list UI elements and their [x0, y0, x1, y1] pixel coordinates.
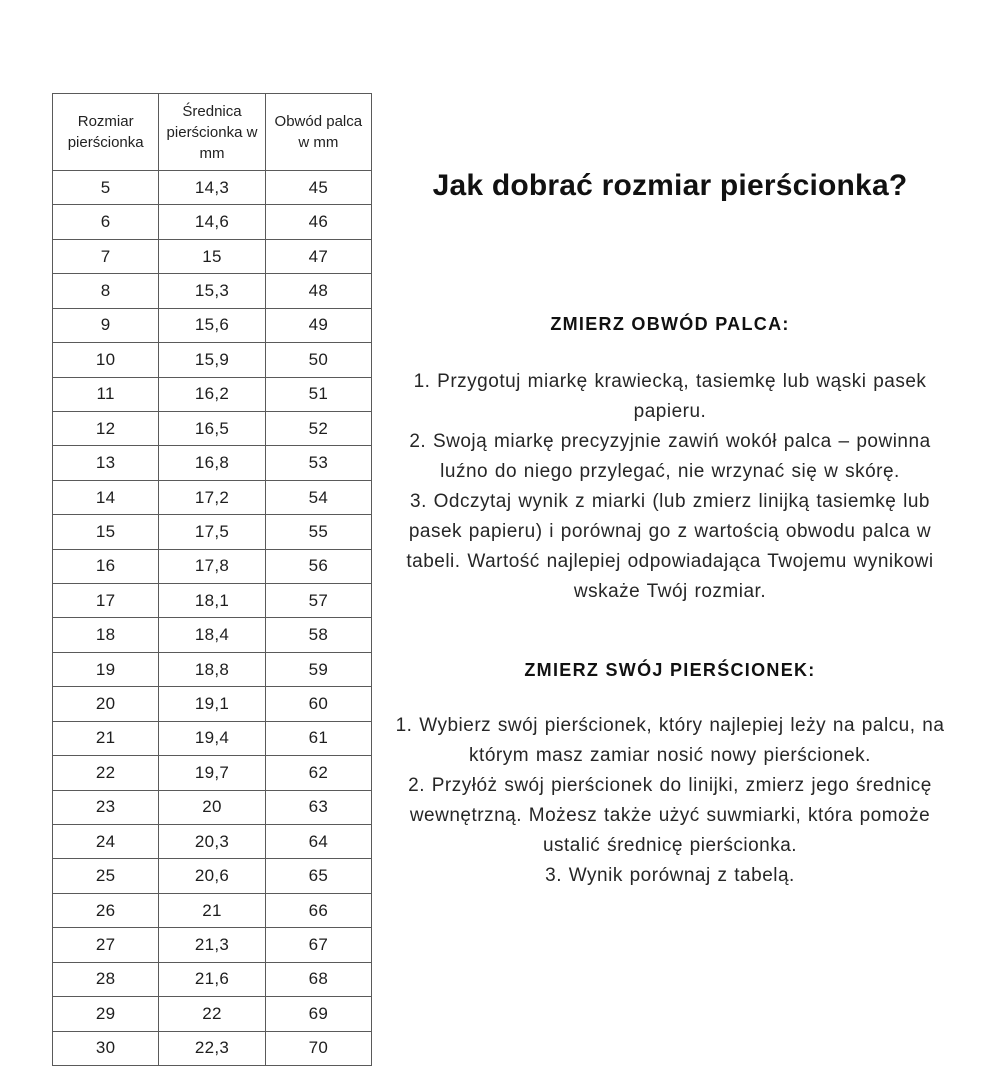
- table-cell: 18,1: [159, 584, 265, 618]
- table-cell: 53: [265, 446, 371, 480]
- table-cell: 57: [265, 584, 371, 618]
- table-cell: 27: [53, 928, 159, 962]
- table-cell: 21,3: [159, 928, 265, 962]
- table-row: [53, 997, 372, 1031]
- table-cell: 18,8: [159, 652, 265, 686]
- table-cell: 60: [265, 687, 371, 721]
- table-cell: 49: [265, 308, 371, 342]
- table-row: [53, 721, 372, 755]
- table-cell: 14,6: [159, 205, 265, 239]
- table-cell: 9: [53, 308, 159, 342]
- table-cell: 13: [53, 446, 159, 480]
- table-row: [53, 205, 372, 239]
- table-cell: 15,9: [159, 343, 265, 377]
- table-cell: 63: [265, 790, 371, 824]
- table-cell: 46: [265, 205, 371, 239]
- table-cell: 16,8: [159, 446, 265, 480]
- table-cell: 47: [265, 239, 371, 273]
- header-row: [53, 94, 372, 171]
- table-cell: 18: [53, 618, 159, 652]
- table-row: [53, 515, 372, 549]
- table-cell: 15,6: [159, 308, 265, 342]
- table-cell: 12: [53, 411, 159, 445]
- table-row: [53, 790, 372, 824]
- section-measure-ring: [388, 659, 952, 891]
- table-row: [53, 893, 372, 927]
- table-cell: 20,3: [159, 825, 265, 859]
- table-cell: 17,8: [159, 549, 265, 583]
- table-cell: 20,6: [159, 859, 265, 893]
- table-cell: 66: [265, 893, 371, 927]
- table-cell: 24: [53, 825, 159, 859]
- table-cell: 67: [265, 928, 371, 962]
- table-cell: 68: [265, 962, 371, 996]
- ring-size-table: [52, 93, 372, 1066]
- instruction-item: 3. Wynik porównaj z tabelą.: [545, 865, 795, 886]
- section-measure-finger: [388, 313, 952, 607]
- table-cell: 14: [53, 480, 159, 514]
- table-cell: 17: [53, 584, 159, 618]
- page-title: Jak dobrać rozmiar pierścionka?: [432, 169, 908, 202]
- size-table-body: [53, 171, 372, 1066]
- instruction-item: 1. Przygotuj miarkę krawiecką, tasiemkę lub wąski pasek papieru.: [413, 371, 927, 422]
- table-cell: 22: [53, 756, 159, 790]
- table-cell: 51: [265, 377, 371, 411]
- column-header-ring-diameter: Średnica pierścionka w mm: [159, 94, 265, 171]
- table-row: [53, 549, 372, 583]
- table-row: [53, 756, 372, 790]
- table-cell: 64: [265, 825, 371, 859]
- table-cell: 8: [53, 274, 159, 308]
- table-row: [53, 652, 372, 686]
- table-row: [53, 343, 372, 377]
- table-cell: 70: [265, 1031, 371, 1065]
- table-cell: 26: [53, 893, 159, 927]
- table-row: [53, 618, 372, 652]
- table-cell: 30: [53, 1031, 159, 1065]
- table-cell: 21: [53, 721, 159, 755]
- instruction-item: 2. Przyłóż swój pierścionek do linijki, zmierz jego średnicę wewnętrzną. Możesz także użyć suwmiarki, która pomoże ustalić średnicę pierścionka.: [408, 775, 932, 856]
- table-row: [53, 825, 372, 859]
- table-cell: 56: [265, 549, 371, 583]
- table-cell: 19,1: [159, 687, 265, 721]
- section-heading-measure-finger: ZMIERZ OBWÓD PALCA:: [550, 314, 790, 334]
- table-row: [53, 411, 372, 445]
- instruction-item: 3. Odczytaj wynik z miarki (lub zmierz linijką tasiemkę lub pasek papieru) i porównaj go z wartością obwodu palca w tabeli. Wartość najlepiej odpowiadająca Twojemu wynikowi wskaże Twój rozmiar.: [406, 491, 934, 602]
- table-cell: 29: [53, 997, 159, 1031]
- table-cell: 19,4: [159, 721, 265, 755]
- table-cell: 48: [265, 274, 371, 308]
- table-row: [53, 687, 372, 721]
- table-row: [53, 584, 372, 618]
- table-cell: 15,3: [159, 274, 265, 308]
- section-heading-measure-ring: ZMIERZ SWÓJ PIERŚCIONEK:: [524, 660, 816, 680]
- table-row: [53, 171, 372, 205]
- table-cell: 5: [53, 171, 159, 205]
- column-header-finger-circumference: Obwód palca w mm: [265, 94, 371, 171]
- table-cell: 50: [265, 343, 371, 377]
- table-row: [53, 308, 372, 342]
- table-cell: 19: [53, 652, 159, 686]
- table-cell: 45: [265, 171, 371, 205]
- table-row: [53, 480, 372, 514]
- table-cell: 6: [53, 205, 159, 239]
- instruction-item: 2. Swoją miarkę precyzyjnie zawiń wokół palca – powinna luźno do niego przylegać, nie wrzynać się w skórę.: [409, 431, 931, 482]
- table-row: [53, 239, 372, 273]
- table-cell: 11: [53, 377, 159, 411]
- table-cell: 15: [53, 515, 159, 549]
- table-cell: 59: [265, 652, 371, 686]
- table-cell: 20: [53, 687, 159, 721]
- table-cell: 15: [159, 239, 265, 273]
- size-table-header: [53, 94, 372, 171]
- table-row: [53, 274, 372, 308]
- table-cell: 16,5: [159, 411, 265, 445]
- table-cell: 16,2: [159, 377, 265, 411]
- instructions-measure-finger: [388, 367, 952, 607]
- table-cell: 28: [53, 962, 159, 996]
- table-cell: 19,7: [159, 756, 265, 790]
- table-cell: 22: [159, 997, 265, 1031]
- table-row: [53, 928, 372, 962]
- table-row: [53, 859, 372, 893]
- table-cell: 55: [265, 515, 371, 549]
- table-cell: 69: [265, 997, 371, 1031]
- table-cell: 21,6: [159, 962, 265, 996]
- table-cell: 21: [159, 893, 265, 927]
- table-cell: 10: [53, 343, 159, 377]
- table-row: [53, 1031, 372, 1065]
- table-cell: 62: [265, 756, 371, 790]
- table-row: [53, 377, 372, 411]
- table-cell: 58: [265, 618, 371, 652]
- table-cell: 18,4: [159, 618, 265, 652]
- table-cell: 16: [53, 549, 159, 583]
- table-cell: 20: [159, 790, 265, 824]
- table-row: [53, 446, 372, 480]
- column-header-ring-size: Rozmiar pierścionka: [53, 94, 159, 171]
- table-cell: 17,2: [159, 480, 265, 514]
- table-cell: 52: [265, 411, 371, 445]
- table-cell: 22,3: [159, 1031, 265, 1065]
- table-cell: 61: [265, 721, 371, 755]
- table-cell: 65: [265, 859, 371, 893]
- table-cell: 25: [53, 859, 159, 893]
- table-cell: 14,3: [159, 171, 265, 205]
- instructions-panel: [388, 166, 952, 891]
- table-row: [53, 962, 372, 996]
- table-cell: 23: [53, 790, 159, 824]
- table-cell: 17,5: [159, 515, 265, 549]
- instructions-measure-ring: [388, 711, 952, 891]
- table-cell: 7: [53, 239, 159, 273]
- table-cell: 54: [265, 480, 371, 514]
- instruction-item: 1. Wybierz swój pierścionek, który najlepiej leży na palcu, na którym masz zamiar nosić nowy pierścionek.: [395, 715, 945, 766]
